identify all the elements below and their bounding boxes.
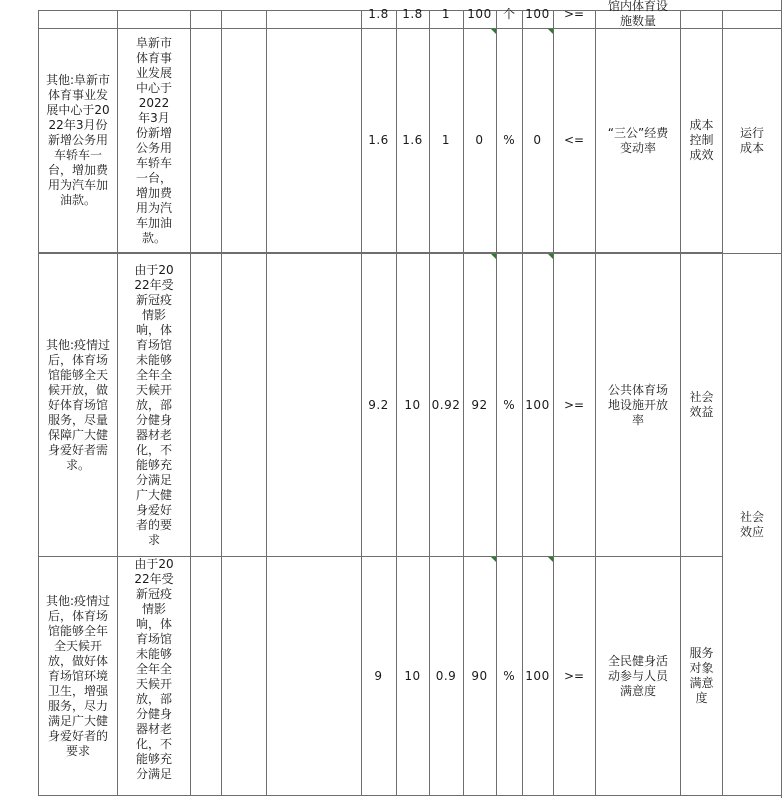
- row2-actual: 92: [471, 397, 488, 412]
- col-line: [266, 10, 267, 796]
- row1-unit: %: [503, 133, 515, 147]
- row3-target: 100: [525, 668, 550, 683]
- row2-level1: 社会效应: [739, 509, 764, 539]
- top-operator: >=: [563, 6, 585, 21]
- top-actual: 100: [467, 6, 492, 21]
- row3-unit: %: [503, 668, 515, 683]
- row1-level2: 成本控制成效: [689, 118, 714, 162]
- top-weight: 1: [441, 6, 451, 21]
- row3-actual: 90: [471, 668, 488, 683]
- top-score: 1.8: [368, 6, 389, 21]
- row1-target: 0: [533, 133, 542, 147]
- row3-operator: >=: [563, 668, 585, 683]
- row2-unit: %: [503, 397, 515, 412]
- top-target: 100: [525, 6, 550, 21]
- row3-reason: 由于2022年受新冠疫情影响，体育场馆未能够全年全天候开放，部分健身器材老化，不能够充分满足: [134, 557, 174, 781]
- row1-level1: 运行成本: [739, 125, 764, 155]
- row3-score: 9: [374, 668, 383, 683]
- row2-note: 其他:疫情过后，体育场馆能够全天候开放，做好体育场馆服务，尽量保障广大健身爱好者需求。: [45, 337, 111, 472]
- top-unit: 个: [502, 6, 515, 21]
- row1-weight: 1: [441, 133, 451, 147]
- top-rate: 1.8: [402, 6, 423, 21]
- row1-note: 其他:阜新市体育事业发展中心于2022年3月份新增公务用车轿车一台，增加费用为汽车加油款。: [45, 73, 111, 207]
- row3-indicator: 全民健身活动参与人员满意度: [607, 653, 668, 698]
- row2-indicator: 公共体育场地设施开放率: [607, 382, 668, 427]
- row2-target: 100: [525, 397, 550, 412]
- row3-level2: 服务对象满意度: [689, 646, 714, 705]
- row1-reason: 阜新市体育事业发展中心于2022年3月份新增公务用车轿车一台，增加费用为汽车加油款。: [135, 35, 172, 245]
- row2-level2: 社会效益: [689, 390, 714, 419]
- row1-score: 1.6: [368, 133, 389, 147]
- row1-indicator: “三公”经费变动率: [607, 125, 669, 155]
- row2-reason: 由于2022年受新冠疫情影响，体育场馆未能够全年全天候开放，部分健身器材老化，不能够充分满足广大健身爱好者的要求: [134, 262, 174, 547]
- row2-score: 9.2: [368, 397, 389, 412]
- row3-weight: 0.9: [435, 668, 457, 683]
- row1-rate: 1.6: [402, 133, 423, 147]
- row2-rate: 10: [404, 397, 421, 412]
- row1-operator: <=: [563, 133, 585, 147]
- row2-operator: >=: [563, 397, 585, 412]
- row1-actual: 0: [475, 133, 484, 147]
- row2-weight: 0.92: [431, 397, 461, 412]
- col-line: [221, 10, 222, 796]
- row3-rate: 10: [404, 668, 421, 683]
- col-line: [190, 10, 191, 796]
- row3-note: 其他:疫情过后，体育场馆能够全年全天候开放，做好体育场馆环境卫生，增强服务，尽力满足广大健身爱好者的要求: [45, 593, 111, 758]
- top-indicator: 馆内体育设施数量: [607, 0, 668, 28]
- row-line: [38, 795, 782, 796]
